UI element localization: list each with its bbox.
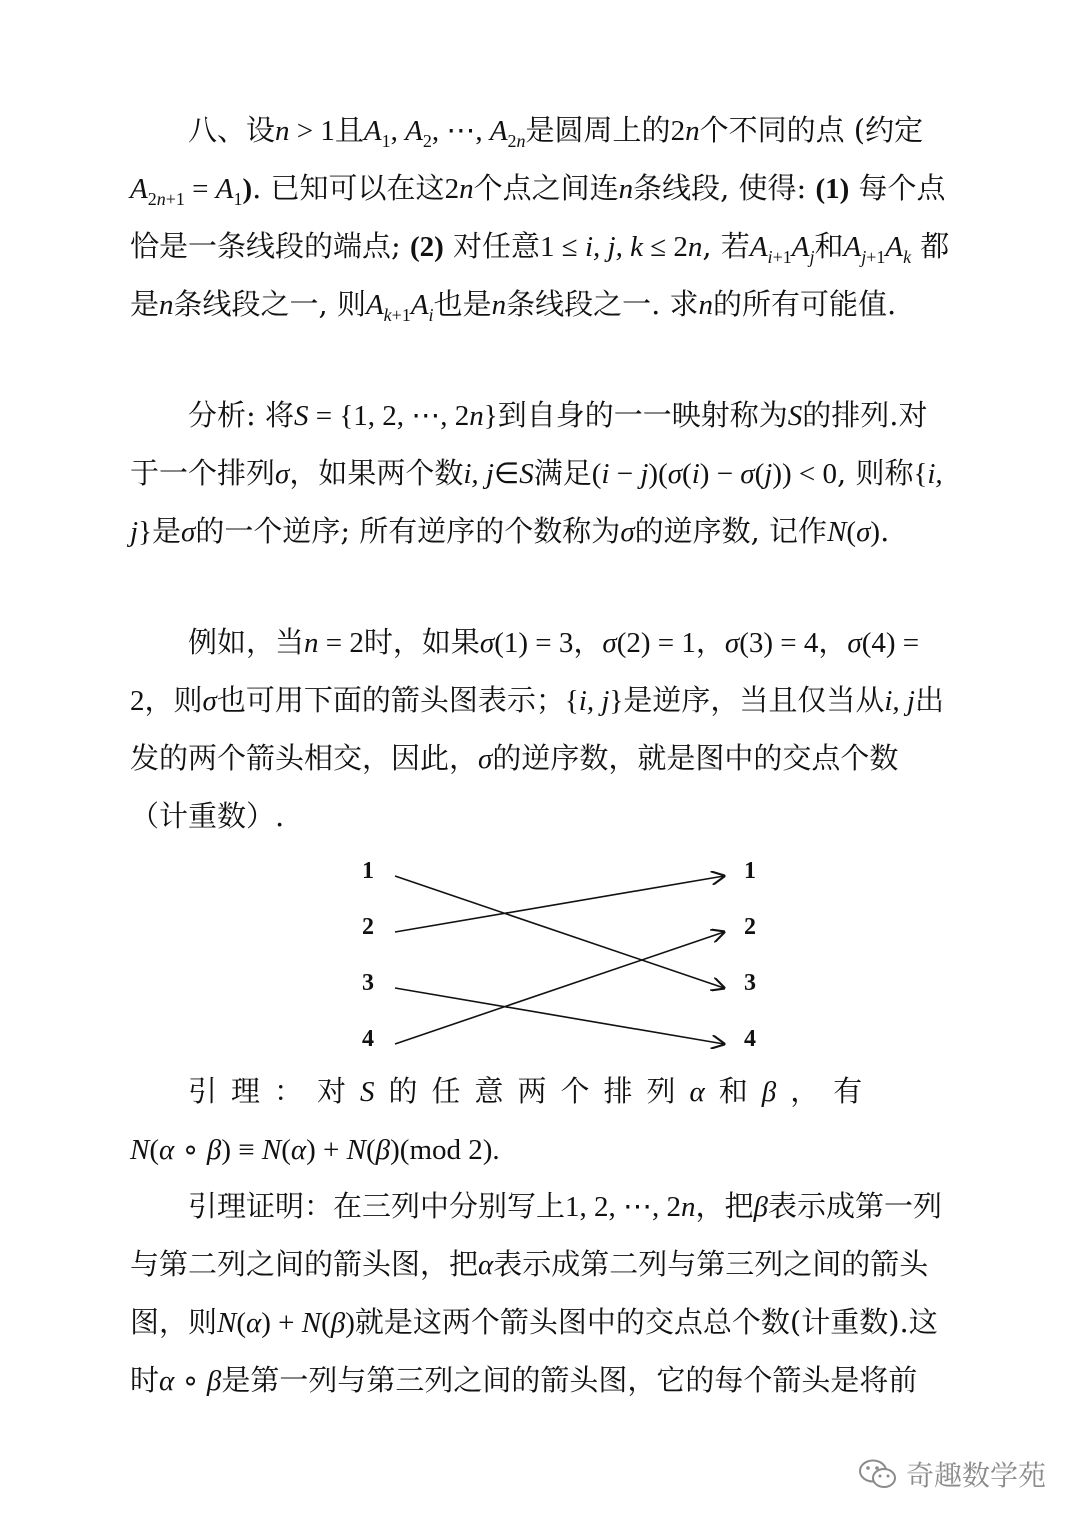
right-label-1: 1 [744,858,756,884]
problem-paragraph: 八、设n > 1且$A_1$, $A_2$, ⋯, $A_{2n}$是圆周上的2n个不同的点 (约定$A_{2n+1} = A_1$). 已知可以在这2n个点之间连n条线段, 使得: (1) 每个点恰是一条线段的端点; (2) 对任意1 ≤ i, j, k ≤ 2n, 若$A_{i+1}A_j$和$A_{j+1}A_k$ 都是n条线段之一, 则$A_{k+1}A_i$也是n条线段之一. 求n的所有可能值. [130,113,950,325]
watermark-text: 奇趣数学苑 [906,1459,1047,1492]
arrow-2-to-1 [395,876,724,932]
right-label-4: 4 [744,1026,756,1052]
arrow-1-to-3 [395,876,724,988]
wechat-icon [858,1458,898,1490]
left-label-1: 1 [362,858,374,884]
watermark [858,1454,1046,1494]
example-paragraph: 例如，当n = 2时，如果σ(1) = 3，σ(2) = 1，σ(3) = 4，σ(4) = 2，则σ也可用下面的箭头图表示；{i, j}是逆序，当且仅当从i, j出发的两个箭头相交，因此，σ的逆序数，就是图中的交点个数（计重数）. [130,625,944,833]
arrow-diagram [350,848,770,1058]
lemma-paragraph: 引理：对S的任意两个排列α和β，有 N(α ∘ β) ≡ N(α) + N(β)(mod 2). [130,1074,877,1166]
analysis-paragraph: 分析: 将S = {1, 2, ⋯, 2n}到自身的一一映射称为S的排列.对于一个排列σ，如果两个数i, j∈S满足(i − j)(σ(i) − σ(j)) < 0, 则称{i, j}是σ的一个逆序; 所有逆序的个数称为σ的逆序数, 记作N(σ). [130,398,943,548]
left-label-3: 3 [362,970,374,996]
right-label-2: 2 [744,914,756,940]
arrow-4-to-2 [395,932,724,1044]
left-label-2: 2 [362,914,374,940]
left-label-4: 4 [362,1026,374,1052]
proof-paragraph: 引理证明：在三列中分别写上1, 2, ⋯, 2n，把β表示成第一列与第二列之间的箭头图，把α表示成第二列与第三列之间的箭头图，则N(α) + N(β)就是这两个箭头图中的交点总个数(计重数).这时α ∘ β是第一列与第三列之间的箭头图，它的每个箭头是将前 [130,1189,942,1397]
right-label-3: 3 [744,970,756,996]
arrow-3-to-4 [395,988,724,1044]
